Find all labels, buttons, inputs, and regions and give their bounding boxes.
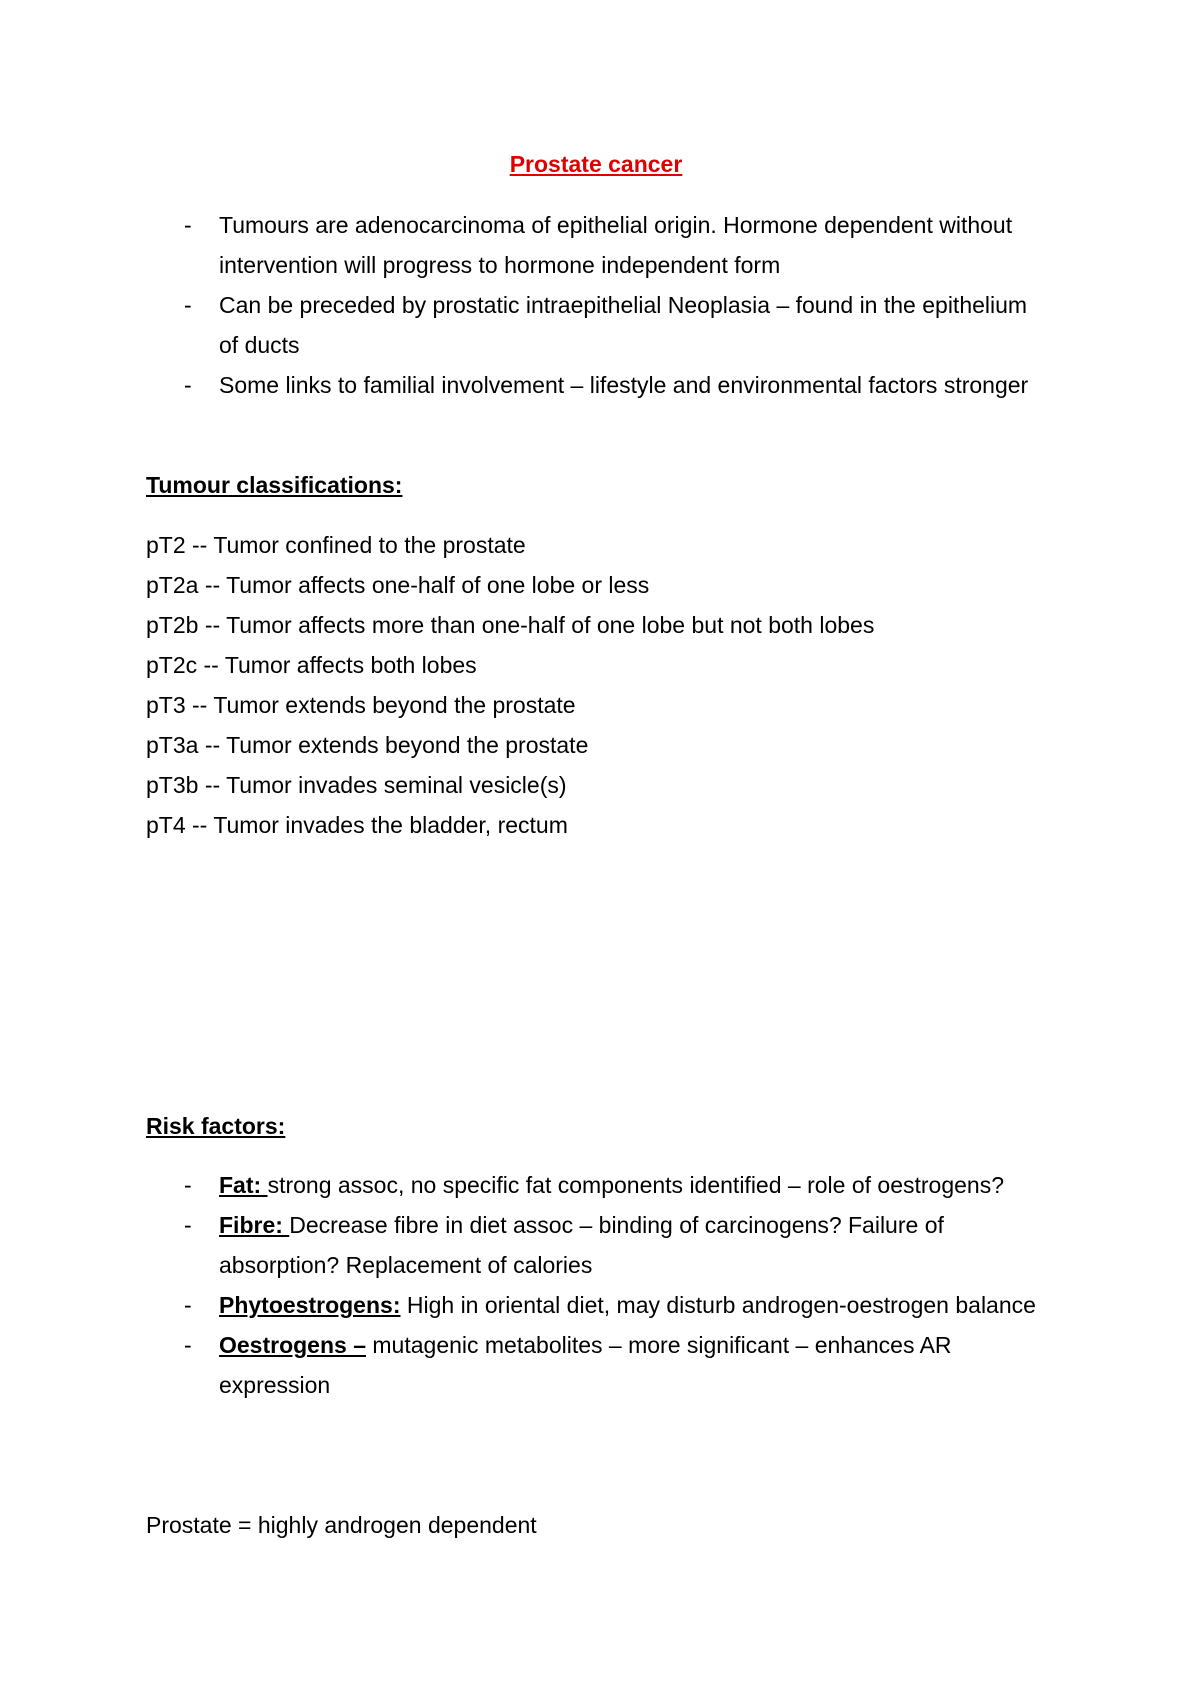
list-item: pT2c -- Tumor affects both lobes [146,652,477,678]
list-item: pT3b -- Tumor invades seminal vesicle(s) [146,772,567,798]
risk-description: mutagenic metabolites – more significant – enhances AR expression [219,1332,952,1398]
bullet-dash: - [184,292,192,318]
risk-factor-list [146,1165,1046,1405]
risk-description: strong assoc, no specific fat components identified – role of oestrogens? [267,1172,1004,1198]
risk-term: Phytoestrogens: [219,1292,401,1318]
risk-term: Fibre: [219,1212,290,1238]
bullet-dash: - [184,1332,192,1358]
classification-list [146,525,1046,845]
bullet-dash: - [184,1292,192,1318]
tumour-classifications-heading: Tumour classifications: [146,472,403,498]
risk-term: Fat: [219,1172,268,1198]
bullet-dash: - [184,1212,192,1238]
list-item [146,1205,1046,1285]
list-item [146,205,1046,285]
list-item: pT3a -- Tumor extends beyond the prostate [146,732,589,758]
list-item [146,1285,1046,1325]
closing-statement: Prostate = highly androgen dependent [146,1512,537,1538]
list-item: pT3 -- Tumor extends beyond the prostate [146,692,576,718]
list-item [146,285,1046,365]
risk-factors-heading: Risk factors: [146,1113,286,1139]
list-item [146,1165,1046,1205]
list-item [146,1325,1046,1405]
bullet-dash: - [184,212,192,238]
list-item: pT2b -- Tumor affects more than one-half of one lobe but not both lobes [146,612,875,638]
bullet-dash: - [184,372,192,398]
list-item: pT2 -- Tumor confined to the prostate [146,532,526,558]
risk-description: High in oriental diet, may disturb androgen-oestrogen balance [400,1292,1036,1318]
bullet-dash: - [184,1172,192,1198]
intro-bullet-list [146,205,1046,405]
list-item: pT2a -- Tumor affects one-half of one lobe or less [146,572,650,598]
risk-description: Decrease fibre in diet assoc – binding of carcinogens? Failure of absorption? Replacement of calories [219,1212,944,1278]
bullet-text: Some links to familial involvement – lifestyle and environmental factors stronger [219,372,1029,398]
risk-term: Oestrogens – [219,1332,366,1358]
list-item [146,365,1046,405]
bullet-text: Tumours are adenocarcinoma of epithelial origin. Hormone dependent without intervention will progress to hormone independent form [219,212,1013,278]
list-item: pT4 -- Tumor invades the bladder, rectum [146,812,568,838]
page-title: Prostate cancer [509,151,683,177]
bullet-text: Can be preceded by prostatic intraepithelial Neoplasia – found in the epithelium of ducts [219,292,1028,358]
